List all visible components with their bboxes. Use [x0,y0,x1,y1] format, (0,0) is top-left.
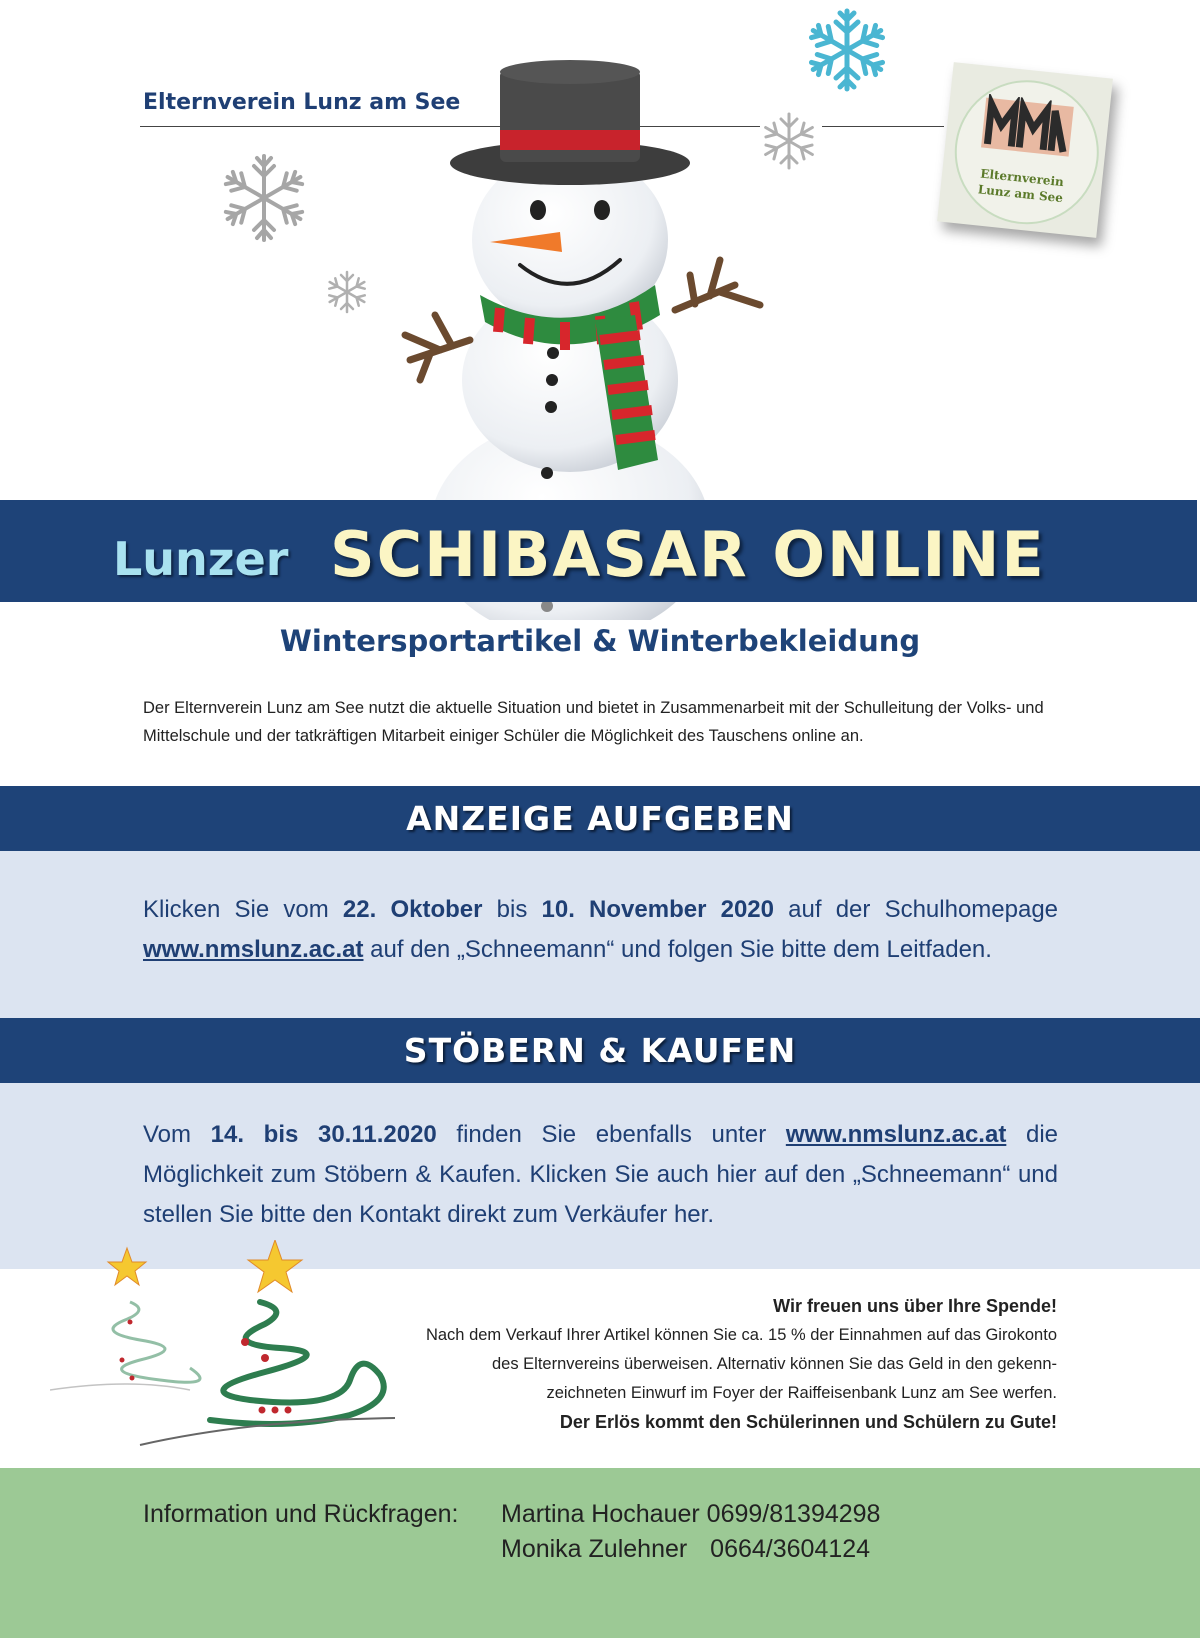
snowflake-small-icon [325,270,369,314]
donation-line: zeichneten Einwurf im Foyer der Raiffeisenbank Lunz am See werfen. [546,1384,1057,1402]
text-span: auf der Schulhomepage [774,896,1059,923]
text-span: die Möglichkeit zum Stöbern & Kaufen. Klicken Sie auch hier auf den „Schneemann“ und stellen Sie bitte den Kontakt direkt zum Verkäufer her. [143,1121,1058,1228]
homepage-link[interactable]: www.nmslunz.ac.at [143,936,364,963]
section-text-anzeige [143,890,1058,970]
text-span: bis [482,896,542,923]
section-heading-stoebern: STÖBERN & KAUFEN [0,1018,1200,1083]
logo-caption-line2: Lunz am See [977,182,1064,206]
section-text-stoebern [143,1115,1058,1235]
contact-2 [501,1535,870,1564]
donation-closing: Der Erlös kommt den Schülerinnen und Schülern zu Gute! [559,1412,1057,1432]
intro-text: Der Elternverein Lunz am See nutzt die aktuelle Situation und bietet in Zusammenarbeit mit der Schulleitung der Volks- und Mittelschule und der tatkräftigen Mitarbeit einiger Schüler die Möglichkeit des Tauschens online an. [143,699,1044,745]
page-title: SCHIBASAR ONLINE [330,518,1046,591]
donation-block [340,1292,1057,1437]
contact-name: Martina Hochauer [501,1500,700,1528]
donation-line: des Elternvereins überweisen. Alternativ können Sie das Geld in den gekenn- [491,1355,1057,1373]
snowflake-icon [222,150,306,246]
text-span: Klicken Sie vom [143,896,343,923]
text-span: finden Sie ebenfalls unter [436,1121,786,1148]
logo-mark-icon [977,93,1079,161]
section-heading-anzeige: ANZEIGE AUFGEBEN [0,786,1200,851]
date-end: 10. November 2020 [541,896,774,923]
title-prefix: Lunzer [113,532,289,586]
donation-heading: Wir freuen uns über Ihre Spende! [773,1296,1057,1316]
subtitle: Wintersportartikel & Winterbekleidung [279,624,921,658]
org-name: Elternverein Lunz am See [143,90,461,115]
donation-line: Nach dem Verkauf Ihrer Artikel können Sie ca. 15 % der Einnahmen auf das Girokonto [425,1326,1057,1344]
contact-1 [501,1500,880,1529]
text-span: auf den „Schneemann“ und folgen Sie bitte dem Leitfaden. [363,936,992,963]
header-rule-right [822,126,944,127]
contact-label: Information und Rückfragen: [143,1500,459,1528]
elternverein-logo [937,62,1113,238]
homepage-link[interactable]: www.nmslunz.ac.at [785,1121,1007,1148]
logo-caption-line1: Elternverein [979,166,1065,190]
date-start: 22. Oktober [342,896,483,923]
date-range: 14. bis 30.11.2020 [210,1121,437,1148]
contact-name: Monika Zulehner [501,1535,688,1563]
text-span: Vom [143,1121,211,1148]
contact-phone: 0664/3604124 [710,1535,871,1563]
contact-phone: 0699/81394298 [706,1500,881,1528]
